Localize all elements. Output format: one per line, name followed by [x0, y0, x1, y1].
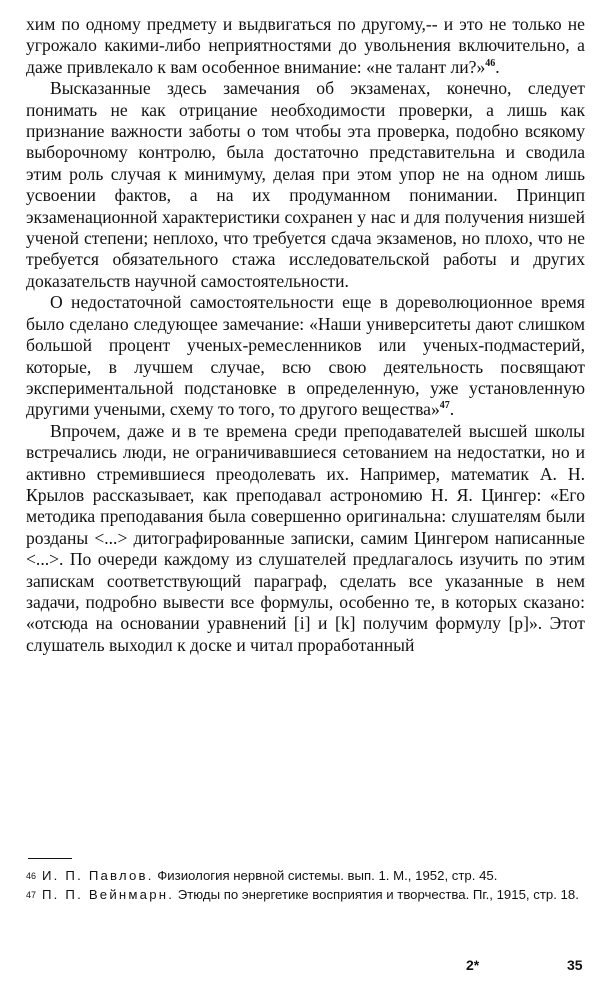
footnote-text: Физиология нервной системы. вып. 1. М., 1952, стр. 45. — [157, 868, 498, 883]
footnote-divider — [28, 858, 72, 859]
paragraph-3: О недостаточной самостоятельности еще в дореволюционное время было сделано следующее замечание: «Наши университеты дают слишком большой процент ученых-ремесленников или ученых-подмастерий, которые, в лучшем случае, всю свою деятельность посвящают экспериментальной подстановке в определенную, уже установленную другими учеными, схему то того, то другого вещества»$^{47}$. — [26, 292, 585, 420]
footnote-text: Этюды по энергетике восприятия и творчества. Пг., 1915, стр. 18. — [177, 887, 579, 903]
paragraph-2: Высказанные здесь замечания об экзаменах, конечно, следует понимать не как отрицание необходимости проверки, а лишь как признание важности заботы о том чтобы эта проверка, подобно всякому выборочному контролю, была достаточно представительна и сводила этим роль случая к минимуму, делая при этом упор не на одном лишь усвоении фактов, а на их продуманном понимании. Принцип экзаменационной характеристики сохранен у нас и для получения низшей ученой степени; неплохо, что требуется сдача экзаменов, но плохо, что не требуется обязательного стажа исследовательской работы и других доказательств научной самостоятельности. — [26, 78, 585, 291]
footnote-author: И. П. Павлов. — [42, 868, 154, 883]
footnote-ref-46[interactable]: 46 — [485, 57, 496, 69]
page-number: 35 — [567, 957, 583, 973]
footnotes — [26, 868, 588, 907]
paragraph-1: хим по одному предмету и выдвигаться по другому,-- и это не только не угрожало какими-либо неприятностями до увольнения включительно, а даже привлекало к вам особенное внимание: «не талант ли?»$^{46}$. — [26, 14, 585, 77]
paragraph-4: Впрочем, даже и в те времена среди преподавателей высшей школы встречались люди, не ограничивавшиеся сетованием на недостатки, но и активно стремившиеся преодолевать их. Например, математик А. Н. Крылов рассказывает, как преподавал астрономию Н. Я. Цингер: «Его методика преподавания была совершенно оригинальна: слушателям были розданы <...> дитографированные записки, самим Цингером написанные <...>. По очереди каждому из слушателей предлагалось изучить по этим запискам соответствующий параграф, сделать все указанные в нем задачи, подробно вывести все формулы, особенно те, в которых сказано: «отсюда на основании уравнений [i] и [k] получим формулу [p]». Этот слушатель выходил к доске и читал проработанный — [26, 420, 585, 655]
footnote-number: 47 — [26, 890, 37, 901]
footnote-47 — [26, 887, 588, 903]
footnote-ref-47[interactable]: 47 — [439, 400, 450, 412]
footnote-46 — [26, 868, 588, 884]
footnote-author: П. П. Вейнмарн. — [42, 887, 175, 903]
main-text — [26, 14, 585, 656]
signature-mark: 2* — [466, 957, 480, 973]
footnote-number: 46 — [26, 871, 37, 881]
